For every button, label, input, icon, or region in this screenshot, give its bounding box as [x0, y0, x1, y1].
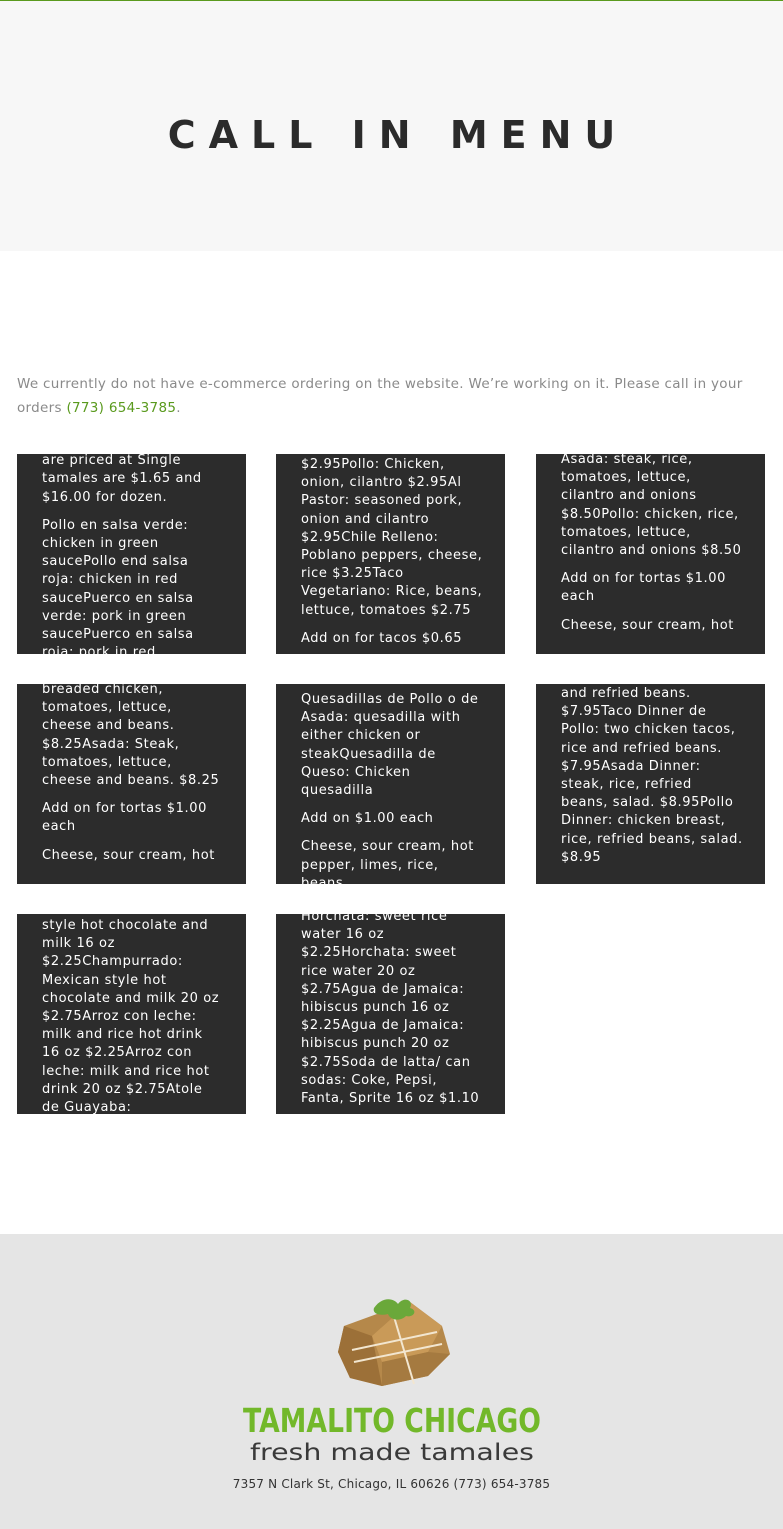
- tamalito-logo[interactable]: [232, 1292, 552, 1472]
- hero-banner: [0, 1, 783, 251]
- card-paragraph: Add on $1.00 each: [301, 811, 434, 827]
- menu-card-hot-drinks[interactable]: [17, 914, 246, 1114]
- menu-card-tacos[interactable]: [276, 454, 505, 654]
- menu-card-dinners[interactable]: [536, 684, 765, 884]
- menu-card-cold-drinks[interactable]: [276, 909, 505, 1114]
- logo-tagline-text: fresh made tamales: [250, 1440, 534, 1466]
- menu-card-tortas[interactable]: [536, 454, 765, 654]
- card-paragraph: Cheese, sour cream, hot pepper, limes, rice, beans: [301, 839, 474, 891]
- card-paragraph: Cheese, sour cream, hot: [42, 847, 215, 863]
- card-paragraph: $2.95Pollo: Chicken, onion, cilantro $2.95Al Pastor: seasoned pork, onion and cilantro $2.95Chile Relleno: Poblano peppers, cheese, rice $3.25Taco Vegetariano: Rice, beans, lettuce, tomatoes $2.75: [301, 457, 483, 618]
- tamale-icon: [338, 1299, 450, 1386]
- card-paragraph: Cheese, sour cream, hot: [561, 617, 734, 633]
- site-footer: [0, 1234, 783, 1529]
- card-paragraph: Asada: steak, rice, tomatoes, lettuce, cilantro and onions $8.50Pollo: chicken, rice, tomatoes, lettuce, cilantro and onions $8.50: [561, 452, 742, 559]
- footer-address: 7357 N Clark St, Chicago, IL 60626 (773) 654-3785: [232, 1477, 551, 1491]
- menu-card-tamales[interactable]: [17, 435, 246, 661]
- intro-text: [17, 372, 767, 420]
- intro-suffix: .: [176, 400, 181, 416]
- card-paragraph: Add on for tacos $0.65: [301, 630, 463, 646]
- card-paragraph: Pollo en salsa verde: chicken in green saucePollo end salsa roja: chicken in red saucePuerco en salsa verde: pork in green saucePuerco en salsa roja: pork in red: [42, 517, 194, 661]
- card-paragraph: and refried beans. $7.95Taco Dinner de Pollo: two chicken tacos, rice and refried beans. $7.95Asada Dinner: steak, rice, refried beans, salad. $8.95Pollo Dinner: chicken breast, rice, refried beans, salad. $8.95: [561, 686, 743, 865]
- card-paragraph: Quesadillas de Pollo o de Asada: quesadilla with either chicken or steakQuesadilla de Queso: Chicken quesadilla: [301, 692, 479, 799]
- logo-brand-text: TAMALITO CHICAGO: [243, 1401, 541, 1440]
- card-paragraph: Add on for tortas $1.00 each: [561, 571, 727, 605]
- card-paragraph: style hot chocolate and milk 16 oz $2.25Champurrado: Mexican style hot chocolate and milk 20 oz $2.75Arroz con leche: milk and rice hot drink 16 oz $2.25Arroz con leche: milk and rice hot drink 20 oz $2.75Atole de Guayaba:: [42, 918, 220, 1116]
- menu-card-tortas-2[interactable]: [17, 684, 246, 884]
- phone-link[interactable]: (773) 654-3785: [66, 400, 177, 416]
- page-title: CALL IN MENU: [167, 113, 629, 157]
- card-paragraph: All tamales on this list are priced at Single tamales are $1.65 and $16.00 for dozen.: [42, 435, 202, 505]
- card-paragraph: Horchata: sweet rice water 16 oz $2.25Horchata: sweet rice water 20 oz $2.75Agua de Jamaica: hibiscus punch 16 oz $2.25Agua de Jamaica: hibiscus punch 20 oz $2.75Soda de latta/ can sodas: Coke, Pepsi, Fanta, Sprite 16 oz $1.10: [301, 909, 480, 1107]
- card-paragraph: breaded chicken, tomatoes, lettuce, cheese and beans. $8.25Asada: Steak, tomatoes, lettuce, cheese and beans. $8.25: [42, 682, 220, 789]
- intro-message: We currently do not have e-commerce ordering on the website. We’re working on it. Please call in your orders: [17, 376, 743, 416]
- menu-card-quesadillas[interactable]: [276, 684, 505, 891]
- card-paragraph: Add on for tortas $1.00 each: [42, 801, 208, 835]
